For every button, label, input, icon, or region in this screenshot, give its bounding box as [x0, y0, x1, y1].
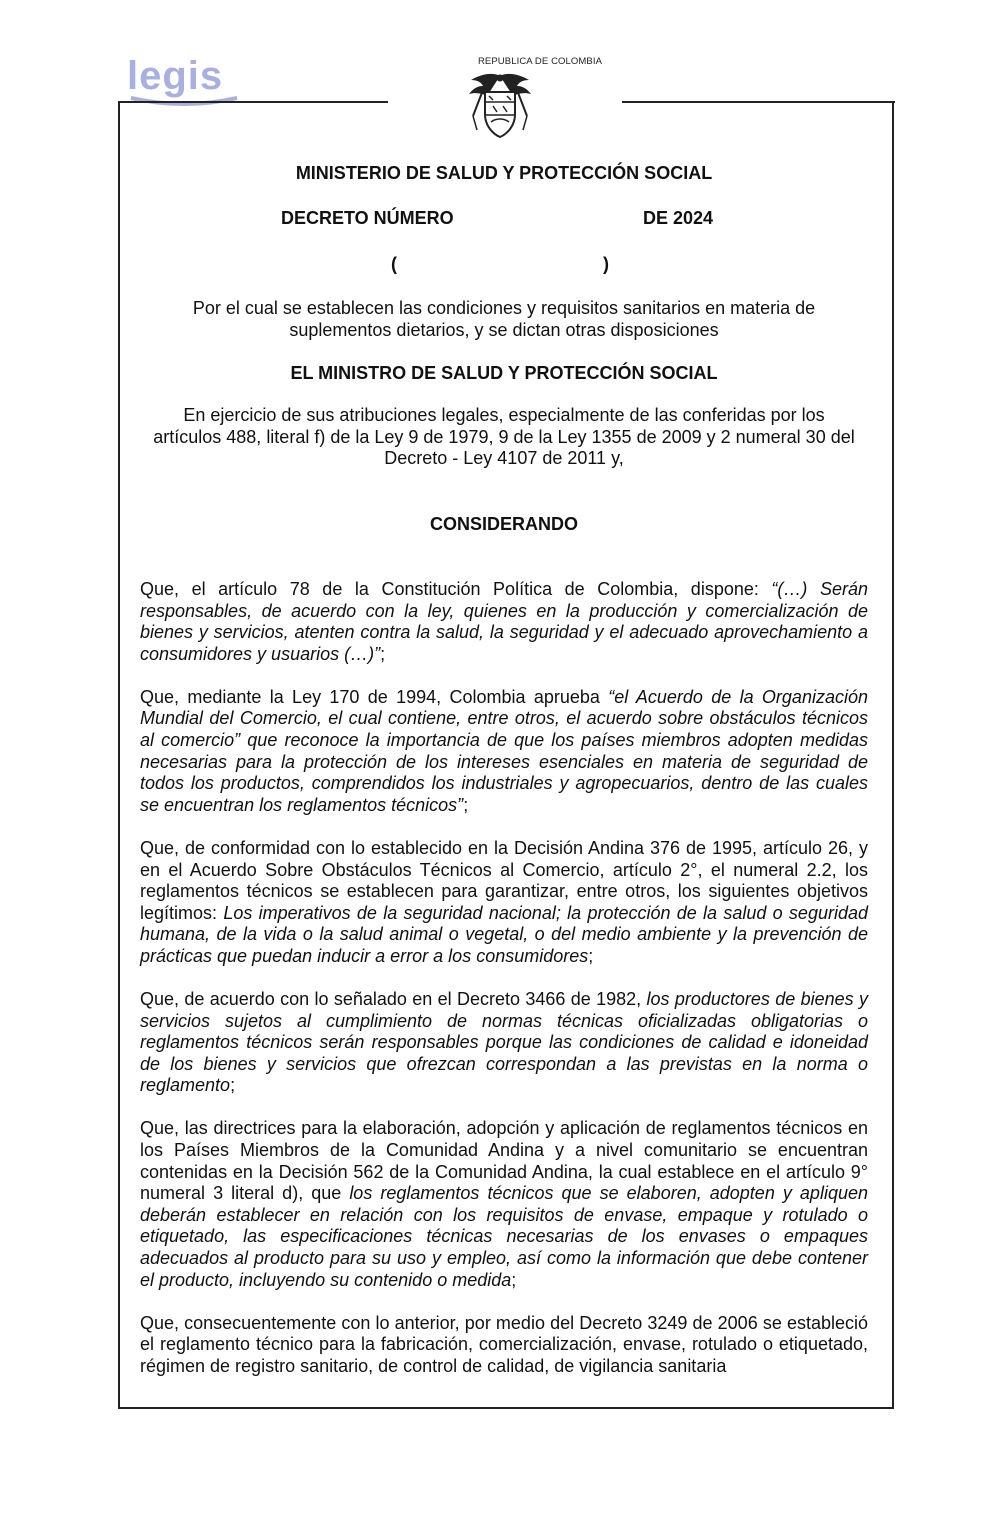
- considerations-body: [140, 579, 868, 1399]
- minister-heading: EL MINISTRO DE SALUD Y PROTECCIÓN SOCIAL: [290, 363, 718, 383]
- consideration-paragraph: Que, el artículo 78 de la Constitución Política de Colombia, dispone: “(…) Serán responsables, de acuerdo con la ley, quienes en la producción y comercialización de bienes y servicios, atenten contra la salud, la seguridad y el adecuado aprovechamiento a consumidores y usuarios (…)”;: [140, 579, 868, 664]
- consideration-paragraph: Que, de conformidad con lo establecido en la Decisión Andina 376 de 1995, artículo 26, y en el Acuerdo Sobre Obstáculos Técnicos al Comercio, artículo 2°, el numeral 2.2, los reglamentos técnicos se establecen para garantizar, entre otros, los siguientes objetivos legítimos: Los imperativos de la seguridad nacional; la protección de la salud o seguridad humana, de la vida o la salud animal o vegetal, o del medio ambiente y la prevención de prácticas que puedan inducir a error a los consumidores;: [140, 837, 868, 966]
- date-paren-open: (: [391, 254, 397, 274]
- legal-basis: En ejercicio de sus atribuciones legales, especialmente de las conferidas por los artículos 488, literal f) de la Ley 9 de 1979, 9 de la Ley 1355 de 2009 y 2 numeral 30 del Decreto - Ley 4107 de 2011 y,: [153, 405, 855, 468]
- consideration-paragraph: Que, las directrices para la elaboración, adopción y aplicación de reglamentos técnicos en los Países Miembros de la Comunidad Andina y a nivel comunitario se encuentran contenidas en la Decisión 562 de la Comunidad Andina, la cual establece en el artículo 9° numeral 3 literal d), que los reglamentos técnicos que se elaboren, adopten y apliquen deberán establecer en relación con los requisitos de envase, empaque y rotulado o etiquetado, las especificaciones técnicas necesarias de los envases o empaques adecuados al producto para su uso y empleo, así como la información que debe contener el producto, incluyendo su contenido o medida;: [140, 1118, 868, 1290]
- decree-number-label: DECRETO NÚMERO: [281, 208, 454, 228]
- decree-subject: Por el cual se establecen las condiciones y requisitos sanitarios en materia de suplementos dietarios, y se dictan otras disposiciones: [192, 298, 816, 340]
- considerando-heading: CONSIDERANDO: [429, 514, 578, 534]
- logo-text: legis: [127, 54, 224, 98]
- consideration-paragraph: Que, consecuentemente con lo anterior, por medio del Decreto 3249 de 2006 se estableció el reglamento técnico para la fabricación, comercialización, envase, rotulado o etiquetado, régimen de registro sanitario, de control de calidad, de vigilancia sanitaria: [140, 1312, 868, 1376]
- country-label: REPUBLICA DE COLOMBIA: [477, 56, 603, 67]
- ministry-heading: MINISTERIO DE SALUD Y PROTECCIÓN SOCIAL: [295, 163, 713, 183]
- decree-year: DE 2024: [643, 208, 714, 228]
- consideration-paragraph: Que, mediante la Ley 170 de 1994, Colombia aprueba “el Acuerdo de la Organización Mundial del Comercio, el cual contiene, entre otros, el acuerdo sobre obstáculos técnicos al comercio” que reconoce la importancia de que los países miembros adopten medidas necesarias para la protección de los intereses esenciales en materia de seguridad de todos los productos, comprendidos los industriales y agropecuarios, dentro de las cuales se encuentran los reglamentos técnicos”;: [140, 686, 868, 815]
- consideration-paragraph: Que, de acuerdo con lo señalado en el Decreto 3466 de 1982, los productores de bienes y servicios sujetos al cumplimiento de normas técnicas oficializadas obligatorias o reglamentos técnicos serán responsables porque las condiciones de calidad e idoneidad de los bienes y servicios que ofrezcan correspondan a las previstas en la norma o reglamento;: [140, 989, 868, 1096]
- date-paren-close: ): [603, 254, 609, 274]
